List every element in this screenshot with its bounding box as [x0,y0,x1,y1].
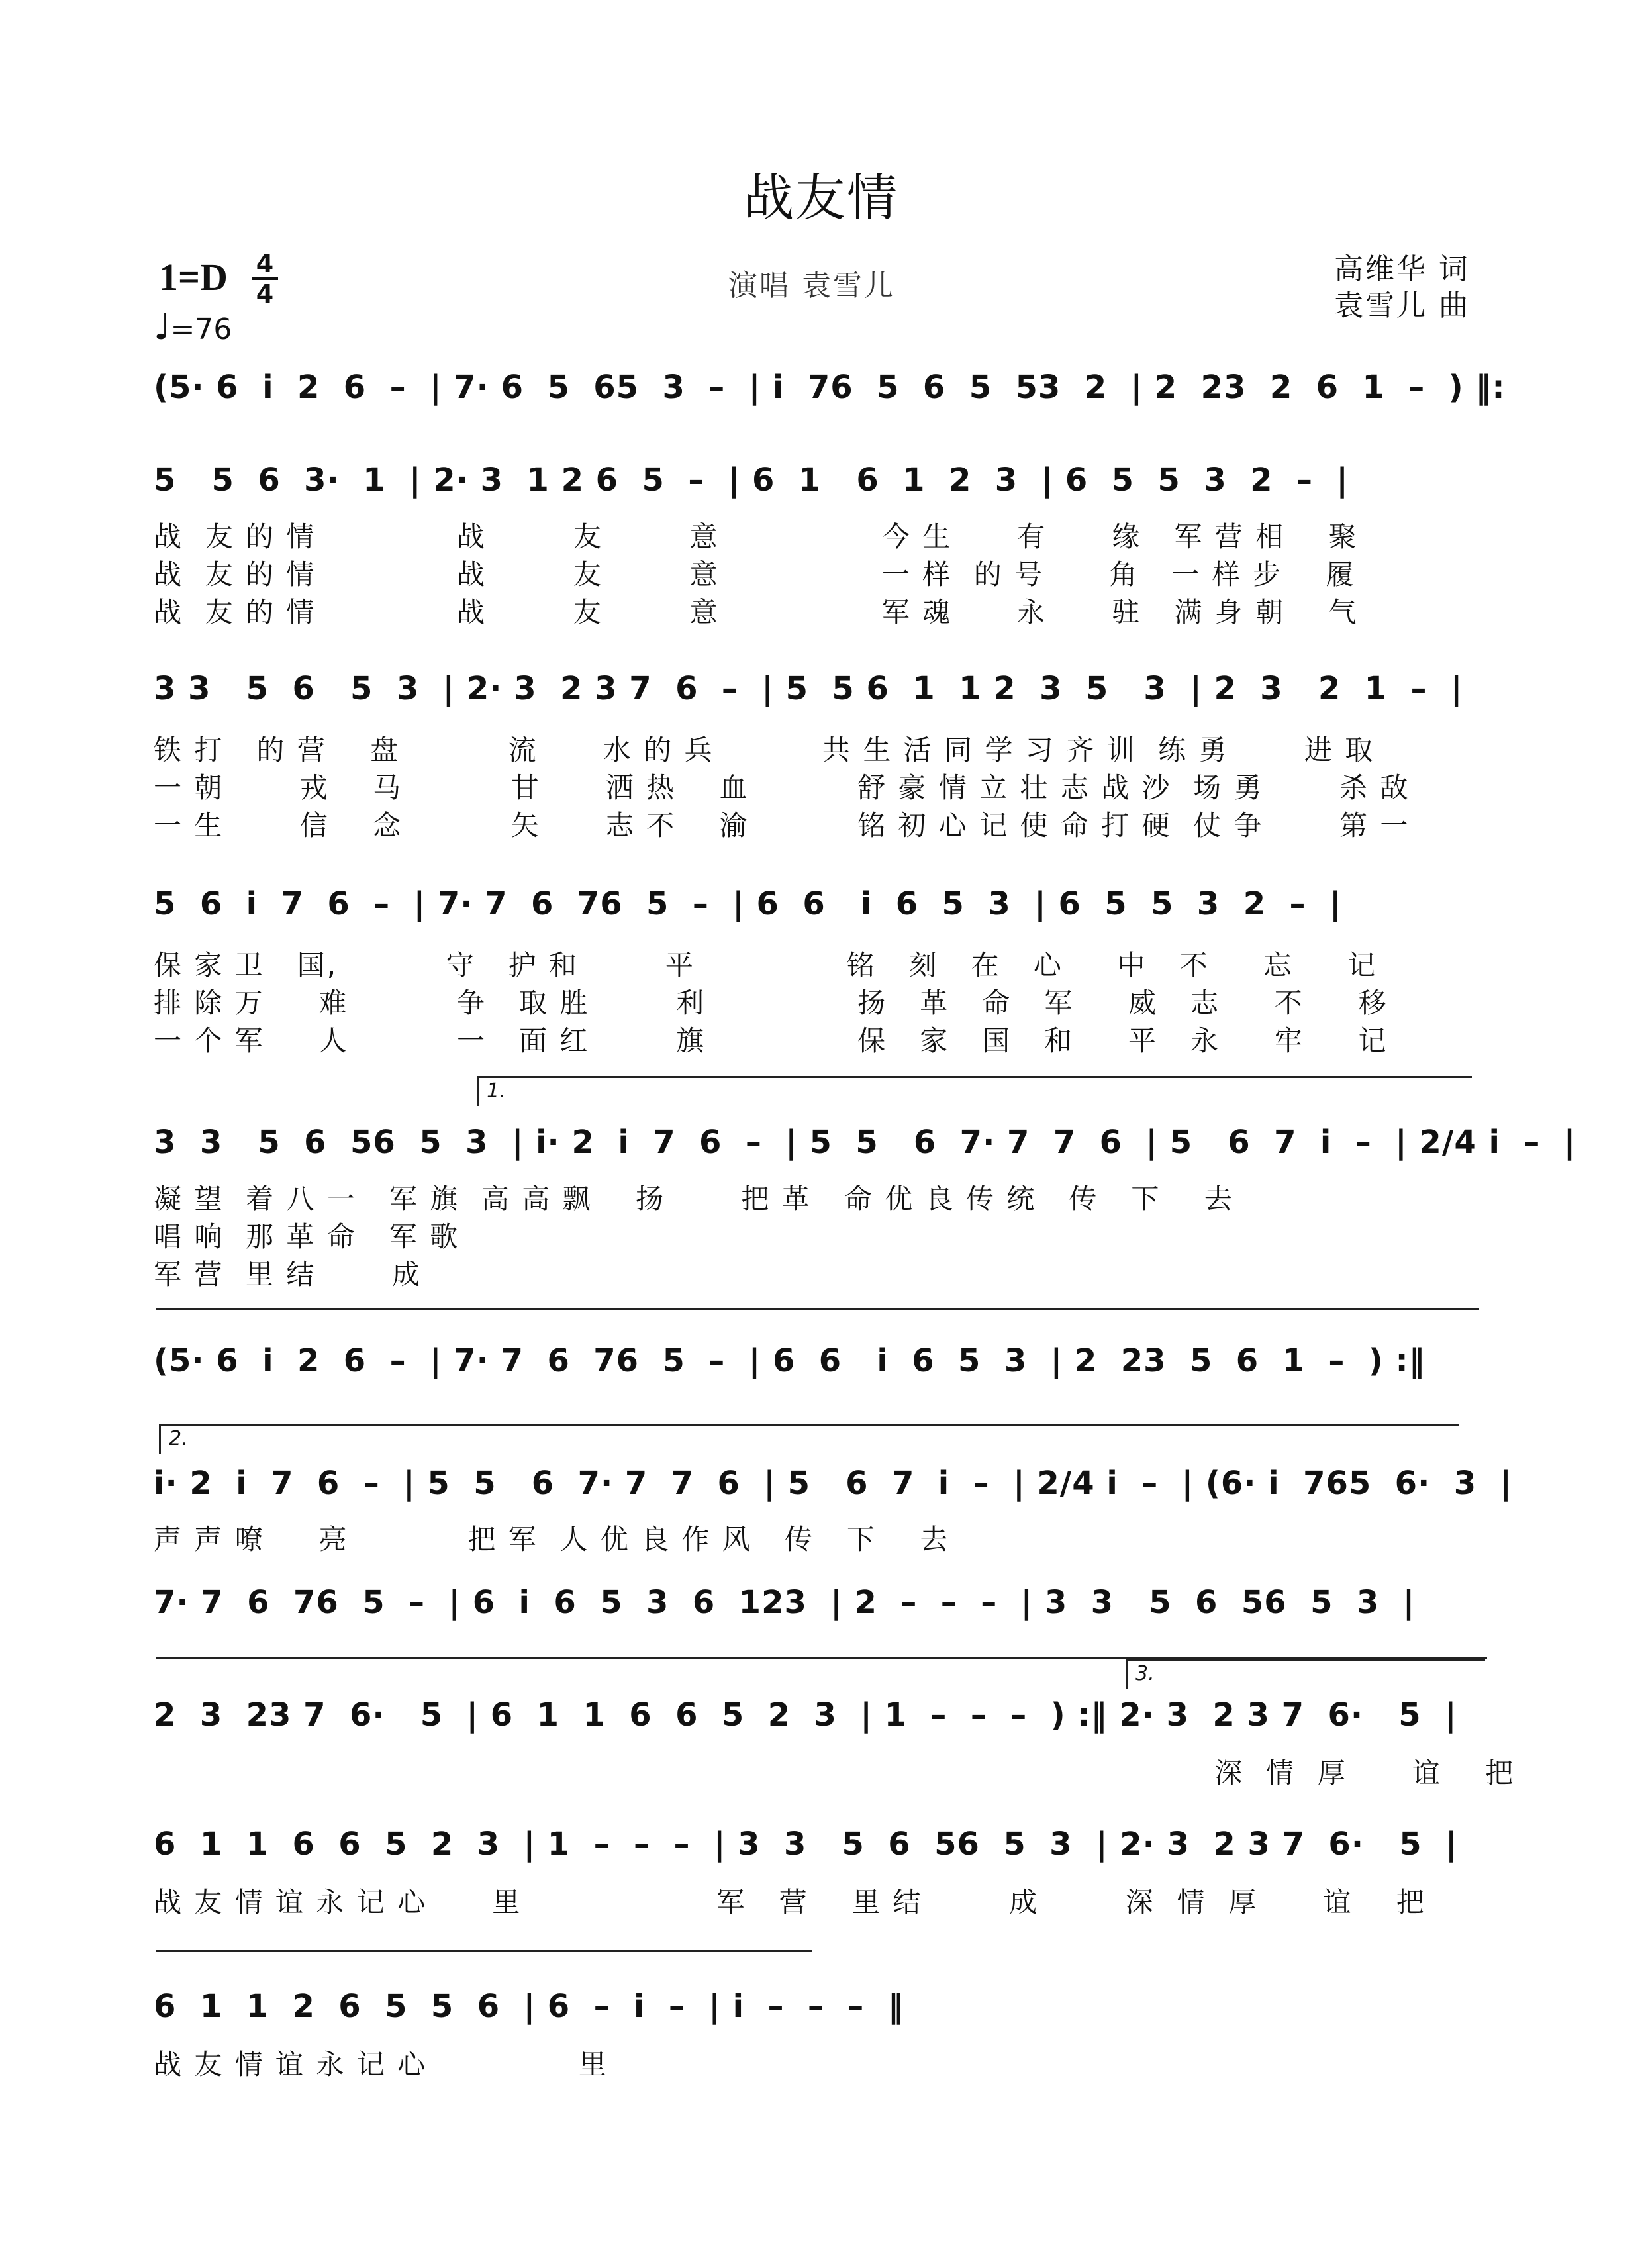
lyrics-line: 一 朝 戎 马 甘 洒 热 血 舒 豪 情 立 壮 志 战 沙 场 勇 杀 敌 [154,771,1410,804]
lyrics-line: 战 友 的 情 战 友 意 一 样 的 号 角 一 样 步 履 [154,558,1356,591]
time-signature-top: 4 [256,249,274,278]
divider-line [156,1950,812,1952]
score-system-6: (5· 6 i 2 6 – | 7· 7 6 76 5 – | 6 6 i 6 5 3 | 2 23 5 6 1 – ) :‖ [154,1342,1425,1379]
lyrics-line: 一 个 军 人 一 面 红 旗 保 家 国 和 平 永 牢 记 [154,1024,1388,1057]
score-system-3: 3 3 5 6 5 3 | 2· 3 2 3 7 6 – | 5 5 6 1 1 2 3 5 3 | 2 3 2 1 – | [154,670,1463,707]
lyrics-line: 军 营 里 结 成 [154,1258,422,1291]
divider-line [156,1308,1479,1310]
lyrics-line: 声 声 嘹 亮 把 军 人 优 良 作 风 传 下 去 [154,1523,950,1555]
score-system-7: i· 2 i 7 6 – | 5 5 6 7· 7 7 6 | 5 6 7 i – | 2/4 i – | (6· i 765 6· 3 | [154,1465,1513,1502]
lyricist-credit: 高维华 词 [1334,252,1470,286]
lyrics-line: 战 友 的 情 战 友 意 军 魂 永 驻 满 身 朝 气 [154,596,1359,628]
lyrics-line: 凝 望 着 八 一 军 旗 高 高 飘 扬 把 革 命 优 良 传 统 传 下 去 [154,1183,1234,1215]
lyrics-line: 战 友 情 谊 永 记 心 里 军 营 里 结 成 深 情 厚 谊 把 [154,1886,1426,1918]
lyrics-line: 唱 响 那 革 命 军 歌 [154,1220,460,1253]
singer-credit: 演唱 袁雪儿 [728,269,895,303]
lyrics-line: 铁 打 的 营 盘 流 水 的 兵 共 生 活 同 学 习 齐 训 练 勇 进 取 [154,734,1375,766]
score-system-5: 3 3 5 6 56 5 3 | i· 2 i 7 6 – | 5 5 6 7· 7 7 6 | 5 6 7 i – | 2/4 i – | [154,1124,1576,1161]
lyrics-line: 排 除 万 难 争 取 胜 利 扬 革 命 军 威 志 不 移 [154,987,1388,1019]
lyrics-line: 保 家 卫 国, 守 护 和 平 铭 刻 在 心 中 不 忘 记 [154,949,1378,981]
score-system-8: 7· 7 6 76 5 – | 6 i 6 5 3 6 123 | 2 – – – | 3 3 5 6 56 5 3 | [154,1584,1416,1621]
time-signature-bottom: 4 [256,279,274,309]
time-signature [250,250,279,307]
tempo-marking: ♩=76 [154,306,232,348]
score-system-2: 5 5 6 3· 1 | 2· 3 1 2 6 5 – | 6 1 6 1 2 3 | 6 5 5 3 2 – | [154,462,1349,499]
score-system-10: 6 1 1 6 6 5 2 3 | 1 – – – | 3 3 5 6 56 5 3 | 2· 3 2 3 7 6· 5 | [154,1826,1458,1863]
score-system-9: 2 3 23 7 6· 5 | 6 1 1 6 6 5 2 3 | 1 – – – ) :‖ 2· 3 2 3 7 6· 5 | [154,1697,1457,1734]
score-system-1: (5· 6 i 2 6 – | 7· 6 5 65 3 – | i 76 5 6 5 53 2 | 2 23 2 6 1 – ) ‖: [154,369,1506,406]
second-ending-bracket: 2. [159,1424,1459,1454]
key-signature: 1=D [159,256,228,299]
lyrics-line: 战 友 的 情 战 友 意 今 生 有 缘 军 营 相 聚 [154,520,1359,553]
score-system-11: 6 1 1 2 6 5 5 6 | 6 – i – | i – – – ‖ [154,1988,904,2025]
first-ending-bracket: 1. [477,1076,1472,1106]
lyrics-line: 一 生 信 念 矢 志 不 渝 铭 初 心 记 使 命 打 硬 仗 争 第 一 [154,809,1410,842]
lyrics-line: 战 友 情 谊 永 记 心 里 [154,2048,609,2081]
third-ending-bracket: 3. [1126,1659,1485,1689]
song-title: 战友情 [744,168,898,227]
quarter-note-icon: ♩ [154,306,171,348]
composer-credit: 袁雪儿 曲 [1334,289,1470,322]
score-system-4: 5 6 i 7 6 – | 7· 7 6 76 5 – | 6 6 i 6 5 3 | 6 5 5 3 2 – | [154,885,1342,922]
lyrics-line: 深 情 厚 谊 把 [154,1757,1516,1789]
